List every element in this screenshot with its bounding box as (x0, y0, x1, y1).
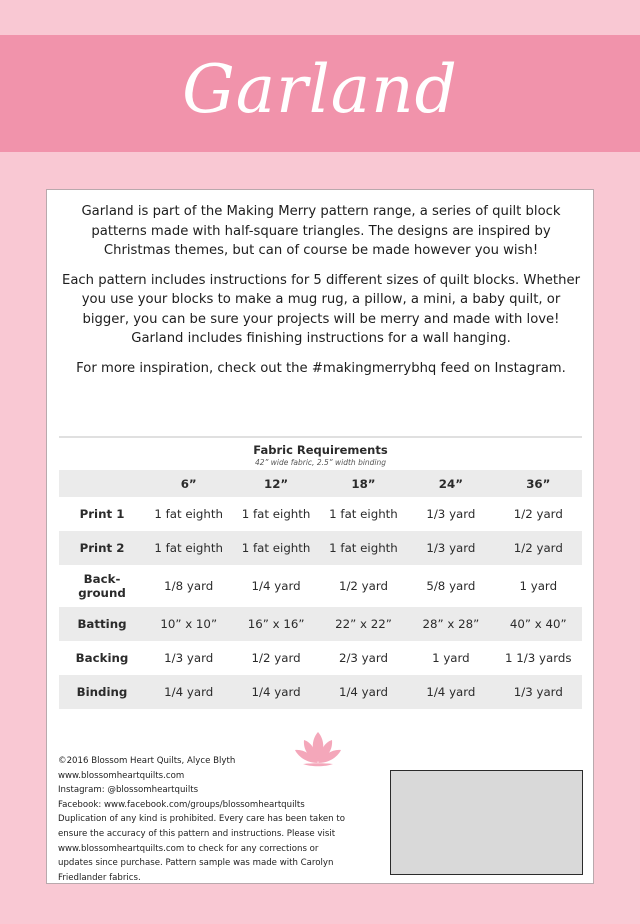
footer-line: Friedlander fabrics. (58, 872, 141, 883)
copyright-footer (58, 754, 398, 885)
table-cell: 1/3 yard (426, 541, 476, 555)
intro-paragraph: For more inspiration, check out the #makingmerrybhq feed on Instagram. (76, 360, 566, 376)
row-label: Print 1 (79, 507, 125, 521)
intro-text (61, 202, 581, 388)
table-cell: 1 fat eighth (329, 507, 398, 521)
intro-paragraph: Garland is part of the Making Merry pattern range, a series of quilt block patterns made with half-square triangles. The designs are inspired by Christmas themes, but can of course be made however you wish! (81, 204, 561, 258)
table-row (59, 675, 582, 709)
row-label: Back- ground (78, 572, 126, 600)
table-cell: 1/3 yard (513, 685, 563, 699)
footer-line: updates since purchase. Pattern sample was made with Carolyn (58, 858, 334, 869)
table-row (59, 531, 582, 565)
table-subtitle: 42” wide fabric, 2.5” width binding (254, 458, 387, 467)
footer-line: Facebook: www.facebook.com/groups/blossomheartquilts (58, 799, 305, 810)
table-cell: 1/4 yard (251, 579, 301, 593)
table-cell: 1/2 yard (338, 579, 389, 593)
table-title: Fabric Requirements (253, 443, 388, 457)
sample-photo-placeholder (390, 770, 583, 875)
table-cell: 1/2 yard (251, 651, 301, 665)
table-cell: 1 fat eighth (241, 507, 311, 521)
table-cell: 22” x 22” (335, 617, 392, 631)
table-cell: 40” x 40” (509, 617, 567, 631)
table-cell: 1 fat eighth (329, 541, 398, 555)
table-cell: 1 fat eighth (241, 541, 311, 555)
intro-paragraph: Each pattern includes instructions for 5 different sizes of quilt blocks. Whether you use your blocks to make a mug rug, a pillow, a mini, a baby quilt, or bigger, you can be sure your projects will be merry and made with love! Garland includes finishing instructions for a wall hanging. (61, 272, 580, 346)
table-cell: 1/4 yard (164, 685, 214, 699)
table-cell: 1 1/3 yards (505, 651, 572, 665)
row-label: Binding (76, 685, 128, 699)
table-cell: 1/4 yard (251, 685, 301, 699)
table-cell: 2/3 yard (338, 651, 389, 665)
footer-line: www.blossomheartquilts.com to check for any corrections or (58, 843, 319, 854)
pattern-card (46, 189, 594, 884)
table-row (59, 497, 582, 531)
table-cell: 1 yard (432, 651, 470, 665)
footer-line: ensure the accuracy of this pattern and instructions. Please visit (58, 828, 336, 839)
table-row (59, 565, 582, 607)
footer-line: Duplication of any kind is prohibited. Every care has been taken to (58, 814, 345, 825)
row-label: Print 2 (79, 541, 125, 555)
table-cell: 5/8 yard (426, 579, 476, 593)
column-header (59, 470, 145, 497)
row-label: Batting (77, 617, 127, 631)
table-cell: 1/2 yard (513, 541, 563, 555)
table-cell: 1/4 yard (426, 685, 476, 699)
column-header: 6” (180, 476, 197, 491)
column-header: 24” (438, 476, 463, 491)
table-cell: 28” x 28” (422, 617, 480, 631)
column-header: 36” (526, 476, 551, 491)
fabric-table (59, 470, 582, 709)
column-header: 12” (264, 476, 289, 491)
footer-line: Instagram: @blossomheartquilts (58, 785, 199, 796)
footer-line: ©2016 Blossom Heart Quilts, Alyce Blyth (58, 756, 236, 766)
page-title: Garland (182, 51, 458, 128)
table-header-row (59, 470, 582, 497)
table-cell: 1/3 yard (426, 507, 476, 521)
table-row (59, 607, 582, 641)
row-label: Backing (75, 651, 129, 665)
fabric-requirements (59, 436, 582, 709)
table-cell: 1 fat eighth (154, 541, 223, 555)
title-banner (0, 35, 640, 152)
table-cell: 1/2 yard (513, 507, 563, 521)
table-cell: 1 fat eighth (154, 507, 223, 521)
table-caption (59, 438, 582, 467)
table-cell: 16” x 16” (247, 617, 305, 631)
table-cell: 1 yard (519, 579, 558, 593)
column-header: 18” (351, 476, 376, 491)
table-cell: 1/3 yard (164, 651, 214, 665)
table-cell: 1/8 yard (164, 579, 214, 593)
table-row (59, 641, 582, 675)
footer-link[interactable]: www.blossomheartquilts.com (58, 770, 185, 781)
table-cell: 10” x 10” (160, 617, 218, 631)
table-cell: 1/4 yard (338, 685, 389, 699)
